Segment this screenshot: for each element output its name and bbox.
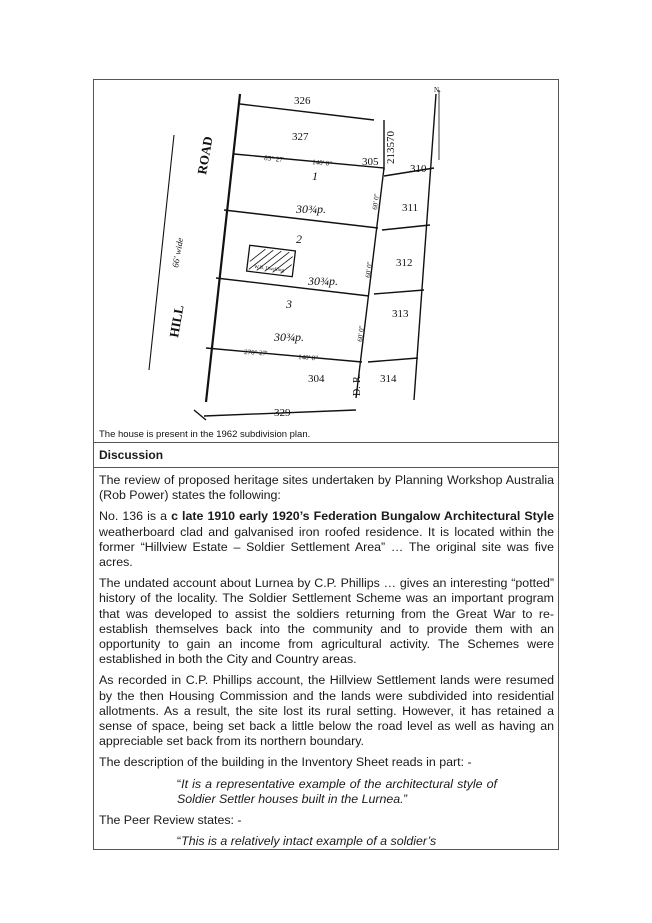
hill-name-label: HILL bbox=[166, 303, 187, 339]
discussion-heading-cell bbox=[94, 443, 558, 468]
right-dimension-3: 60' 0" bbox=[356, 325, 366, 343]
quote-close-mark: ” bbox=[403, 791, 408, 806]
figure-cell bbox=[94, 80, 558, 443]
right-dimension-1: 60' 0" bbox=[371, 193, 381, 211]
paragraph-peer-review-intro: The Peer Review states: - bbox=[99, 813, 242, 828]
bottom-bearing: 270° 27' bbox=[243, 348, 268, 358]
top-distance: 140' 0" bbox=[311, 158, 333, 169]
paragraph-settlement: As recorded in C.P. Phillips account, the Hillview Settlement lands were resumed by the then Housing Commission and the lands were subdivided into residential allotments. As a result, the site lost its rural setting. However, it has retained a sense of space, being set back a little below the road level as well as having an appreciable set back from its northern boundary. bbox=[99, 673, 554, 749]
house-label: W.B. Dwelling bbox=[253, 265, 285, 274]
lot-310-label: 310 bbox=[410, 163, 427, 175]
lot-2-area: 30¾p. bbox=[308, 274, 338, 288]
bottom-distance: 140' 0" bbox=[297, 353, 319, 363]
discussion-heading: Discussion bbox=[99, 448, 164, 462]
peer-review-quote bbox=[99, 834, 497, 849]
quote-open-mark: “ bbox=[177, 834, 182, 849]
document-table bbox=[93, 79, 559, 850]
quote-open-mark: “ bbox=[177, 776, 182, 791]
lot-305-label: 305 bbox=[362, 156, 379, 168]
lot-304-label: 304 bbox=[308, 373, 325, 385]
lot-329-label: 329 bbox=[274, 407, 291, 419]
lot-3-area: 30¾p. bbox=[274, 330, 304, 344]
peer-review-quote-text: This is a relatively intact example of a soldier’s bbox=[181, 834, 437, 849]
lot-1-label: 1 bbox=[312, 169, 318, 183]
lot-312-label: 312 bbox=[396, 257, 413, 269]
paragraph-description-start: No. 136 is a bbox=[99, 509, 172, 524]
inventory-quote-text: It is a representative example of the architectural style of Soldier Settler houses built in the Lurnea. bbox=[177, 776, 497, 806]
road-width-label: 66' wide bbox=[170, 236, 186, 269]
paragraph-intro: The review of proposed heritage sites undertaken by Planning Workshop Australia (Rob Power) states the following: bbox=[99, 473, 554, 503]
figure-caption: The house is present in the 1962 subdivision plan. bbox=[99, 429, 311, 440]
lot-311-label: 311 bbox=[402, 202, 419, 214]
architectural-style-text: c late 1910 early 1920’s Federation Bungalow Architectural Style bbox=[171, 509, 554, 524]
right-dimension-2: 60' 0" bbox=[364, 261, 374, 279]
lot-2-label: 2 bbox=[296, 232, 302, 246]
plan-number: 213570 bbox=[385, 131, 397, 164]
top-bearing: 85° 27' bbox=[263, 154, 285, 165]
discussion-body bbox=[99, 473, 554, 855]
lot-313-label: 313 bbox=[392, 308, 409, 320]
subdivision-plan bbox=[94, 80, 558, 428]
paragraph-description bbox=[99, 509, 554, 570]
lot-326-label: 326 bbox=[294, 95, 311, 107]
lot-3-label: 3 bbox=[286, 297, 292, 311]
north-label: N. bbox=[434, 86, 441, 94]
lot-314-label: 314 bbox=[380, 373, 397, 385]
paragraph-inventory-intro: The description of the building in the Inventory Sheet reads in part: - bbox=[99, 755, 472, 770]
paragraph-history: The undated account about Lurnea by C.P. Phillips … gives an interesting “potted” history of the locality. The Soldier Settlement Scheme was an important program that was developed to assist the soldiers returning from the Great War to re-establish themselves back into the community and to provide them with an opportunity to gain an income from agricultural activity. The Schemes were established in both the City and Country areas. bbox=[99, 576, 554, 667]
lot-1-area: 30¾p. bbox=[296, 202, 326, 216]
inventory-quote bbox=[99, 777, 497, 807]
paragraph-description-end: weatherboard clad and galvanised iron roofed residence. It is located within the former “Hillview Estate – Soldier Settlement Area” … The original site was five acres. bbox=[99, 524, 554, 570]
lot-327-label: 327 bbox=[292, 131, 309, 143]
road-name-label: ROAD bbox=[194, 135, 216, 176]
road-code-label: D.-R. bbox=[352, 373, 363, 396]
